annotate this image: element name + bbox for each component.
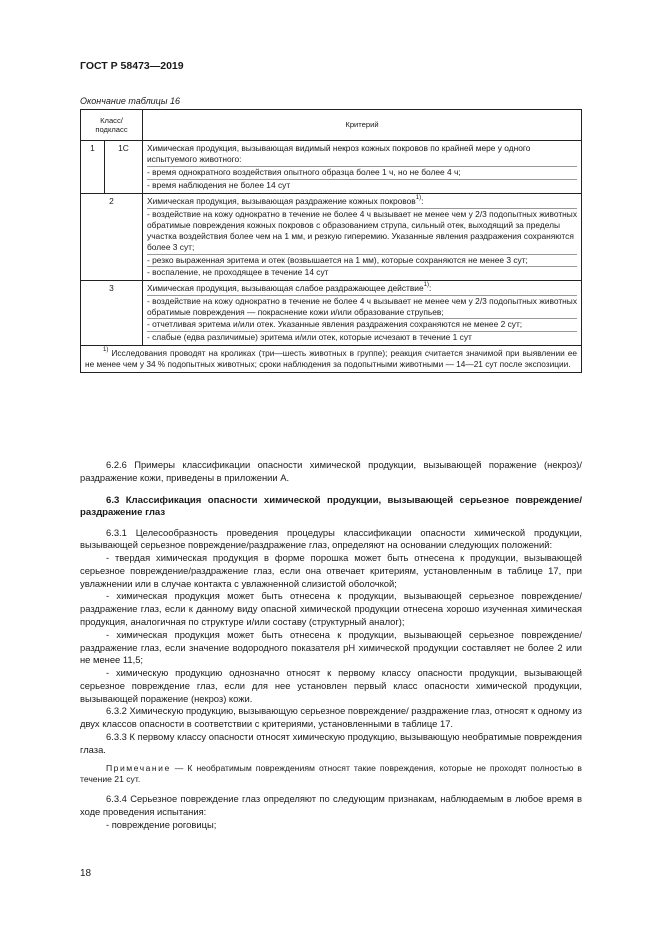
class-cell: 2 (81, 193, 143, 280)
class-cell: 3 (81, 280, 143, 345)
subclass-cell: 1С (105, 141, 143, 194)
criterion-cell (143, 141, 582, 194)
standard-header: ГОСТ Р 58473—2019 (80, 60, 184, 72)
criterion-head: Химическая продукция, вызывающая видимый некроз кожных покровов по крайней мере у одного испытуемого животного: (147, 143, 531, 165)
body-text (80, 459, 582, 831)
footnote-ref: 1) (415, 194, 422, 201)
col-header-class-line2: подкласс (95, 125, 128, 134)
criterion-item: - время однократного воздействия опытного образца более 1 ч, но не более 4 ч; (147, 166, 577, 178)
note (80, 763, 582, 786)
table-header-row (81, 110, 582, 141)
list-item: - повреждение роговицы; (106, 818, 217, 830)
criterion-item: - отчетливая эритема и/или отек. Указанные явления раздражения сохраняются не менее 2 сут; (147, 318, 577, 330)
criterion-head (147, 196, 577, 207)
col-header-class-line1: Класс/ (100, 115, 123, 125)
class-cell: 1 (81, 141, 105, 194)
table-row-2 (81, 193, 582, 280)
col-header-criterion: Критерий (143, 110, 582, 141)
list-item: - химическую продукцию однозначно относят к первому классу опасности продукции, вызывающей серьезное повреждение глаз, если для нее установлен первый класс опасности химической продукции, вызывающей поражение (некроз) кожи. (80, 667, 582, 704)
section-heading-6-3: 6.3 Классификация опасности химической продукции, вызывающей серьезное повреждение/раздражение глаз (80, 494, 582, 519)
criterion-head-tail: : (421, 195, 424, 206)
table-row-3 (81, 280, 582, 345)
table-footnote (81, 345, 582, 372)
note-text: — К необратимым повреждениям относят такие повреждения, которые не проходят полностью в течение 21 сут. (80, 762, 582, 785)
paragraph-6-2-6: 6.2.6 Примеры классификации опасности химической продукции, вызывающей поражение (некроз)/раздражение кожи, приведены в приложении А. (80, 459, 582, 483)
criterion-item: - воздействие на кожу однократно в течение не более 4 ч вызывает не менее чем у 2/3 подопытных животных обратимые повреждения кожных покровов с образованием струпа, сильный отек, выходящий за пределы участка воздействия более чем на 1 мм, и резкую гиперемию. Указанные явления раздражения сохраняются более 3 сут; (147, 208, 578, 253)
list-item: - твердая химическая продукция в форме порошка может быть отнесена к продукции, вызывающей серьезное повреждение/раздражение глаз, если она отвечает критериям, установленным в таблице 17, при увлажнении или в случае контакта с увлажненной слизистой оболочкой; (80, 552, 582, 589)
table-caption: Окончание таблицы 16 (80, 96, 180, 106)
criterion-head-text: Химическая продукция, вызывающая слабое раздражающее действие (147, 282, 424, 293)
criterion-head (147, 283, 577, 294)
criterion-item: - воздействие на кожу однократно в течение не более 4 ч вызывает не менее чем у 2/3 подопытных животных обратимые повреждения — покраснение кожи и/или образование струпьев; (147, 296, 578, 318)
footnote-mark: 1) (103, 346, 109, 353)
criterion-item: - слабые (едва различимые) эритема и/или отек, которые исчезают в течение 1 сут (147, 331, 577, 343)
criterion-cell (143, 280, 582, 345)
note-label: Примечание (106, 762, 171, 773)
paragraph-6-3-2: 6.3.2 Химическую продукцию, вызывающую серьезное повреждение/ раздражение глаз, относят к одному из двух классов опасности в соответствии с критериями, установленными в таблице 17. (80, 705, 582, 730)
page-number: 18 (80, 868, 92, 879)
paragraph-6-3-1: 6.3.1 Целесообразность проведения процедуры классификации опасности химической продукции, вызывающей серьезное повреждение/раздражение глаз, определяют на основании следующих положений: (80, 526, 582, 551)
footnote-ref: 1) (423, 281, 429, 288)
criterion-head-text: Химическая продукция, вызывающая раздражение кожных покровов (147, 195, 416, 206)
table-row-1c (81, 141, 582, 194)
table-16 (80, 109, 582, 373)
footnote-text: Исследования проводят на кроликах (три—шесть животных в группе); реакция считается значимой при выявлении ее не менее чем у 34 % подопытных животных; сроки наблюдения за подопытными животными — 14—21 сут после экспозиции. (85, 347, 577, 369)
criterion-cell (143, 193, 582, 280)
table-footnote-row (81, 345, 582, 372)
criterion-item: - воспаление, не проходящее в течение 14 сут (147, 266, 577, 278)
list-item: - химическая продукция может быть отнесена к продукции, вызывающей серьезное повреждение/раздражение глаз, если значение водородного показателя pH химической продукции составляет не более 2 или не менее 11,5; (80, 628, 582, 666)
criterion-item: - время наблюдения не более 14 сут (147, 179, 577, 191)
criterion-head-tail: : (428, 282, 432, 293)
paragraph-6-3-3: 6.3.3 К первому классу опасности относят химическую продукцию, вызывающую необратимые повреждения глаза. (80, 731, 582, 755)
col-header-class (81, 110, 143, 141)
list-item: - химическая продукция может быть отнесена к продукции, вызывающей серьезное повреждение/раздражение глаз, если к данному виду опасной химической продукции отнесена хорошо изученная химическая продукция, аналогичная по структуре и/или составу (структурный аналог); (80, 590, 582, 627)
criterion-item: - резко выраженная эритема и отек (возвышается на 1 мм), которые сохраняются не менее 3 сут; (147, 254, 577, 266)
paragraph-6-3-4: 6.3.4 Серьезное повреждение глаз определяют по следующим признакам, наблюдаемым в любое время в ходе проведения испытания: (80, 792, 582, 817)
